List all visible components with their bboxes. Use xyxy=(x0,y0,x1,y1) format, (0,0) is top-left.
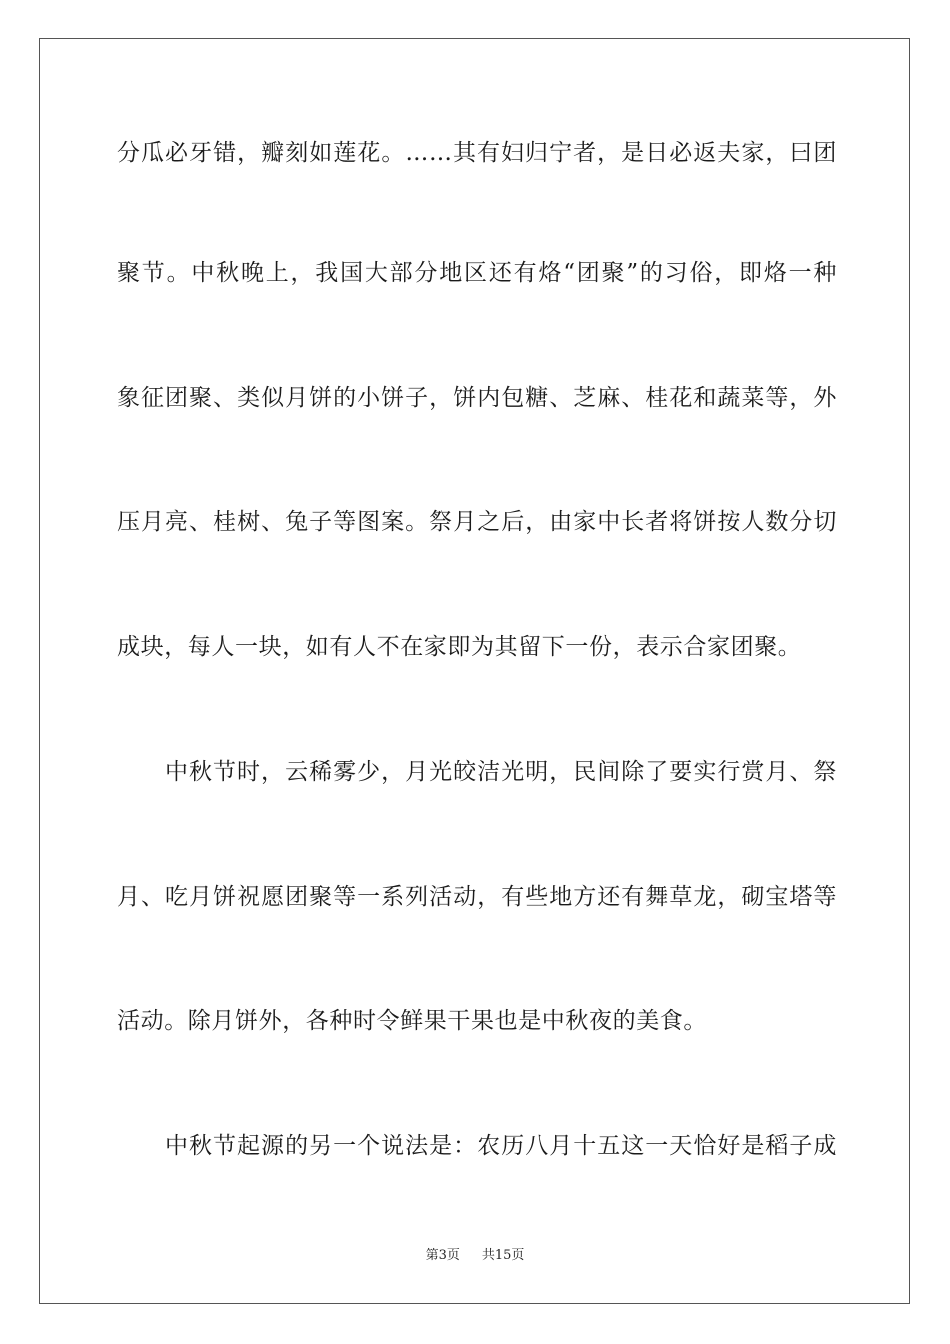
page-number: 第3页 xyxy=(425,1248,460,1263)
text-line: 月、吃月饼祝愿团聚等一系列活动，有些地方还有舞草龙，砌宝塔等 xyxy=(117,884,837,910)
text-line: 象征团聚、类似月饼的小饼子，饼内包糖、芝麻、桂花和蔬菜等，外 xyxy=(117,385,837,411)
page-border xyxy=(39,38,910,1304)
text-line: 压月亮、桂树、兔子等图案。祭月之后，由家中长者将饼按人数分切 xyxy=(117,509,837,535)
text-line: 聚节。中秋晚上，我国大部分地区还有烙“团聚”的习俗，即烙一种 xyxy=(117,260,837,286)
text-line: 成块，每人一块，如有人不在家即为其留下一份，表示合家团聚。 xyxy=(117,634,802,660)
text-line: 活动。除月饼外，各种时令鲜果干果也是中秋夜的美食。 xyxy=(117,1008,707,1034)
page-total: 共15页 xyxy=(481,1248,525,1263)
text-line: 分瓜必牙错，瓣刻如莲花。……其有妇归宁者，是日必返夫家，曰团 xyxy=(117,140,837,166)
paragraph-first-line: 中秋节起源的另一个说法是：农历八月十五这一天恰好是稻子成 xyxy=(165,1133,837,1159)
page-footer xyxy=(0,1246,950,1266)
paragraph-first-line: 中秋节时，云稀雾少，月光皎洁光明，民间除了要实行赏月、祭 xyxy=(165,759,837,785)
